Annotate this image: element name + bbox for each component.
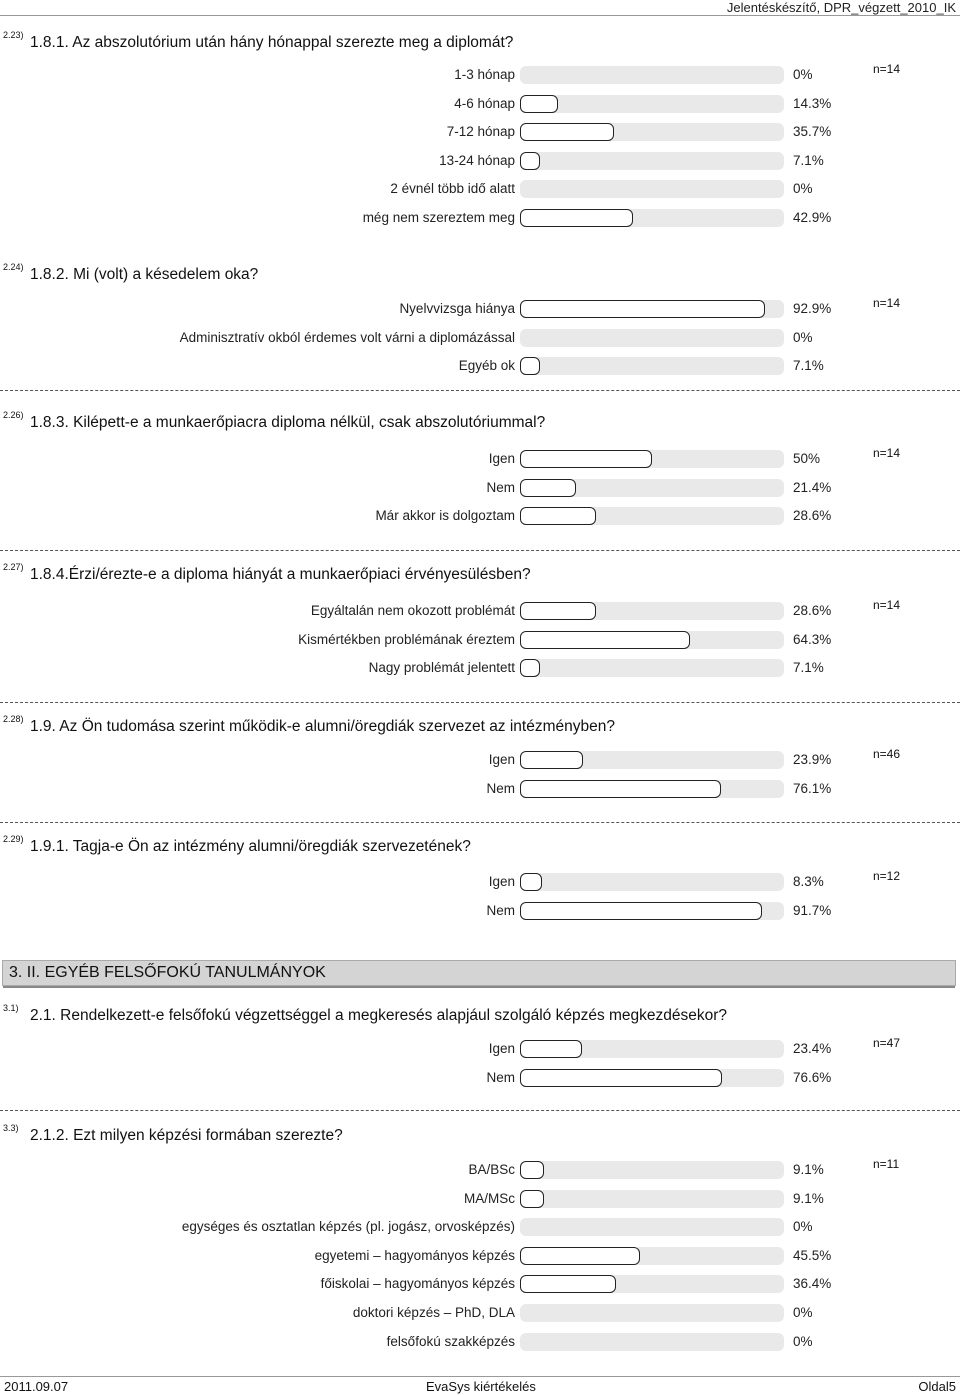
answer-row — [0, 600, 960, 624]
answer-row — [0, 778, 960, 802]
bar-fill — [520, 1247, 640, 1265]
answer-row — [0, 1331, 960, 1355]
bar-fill — [520, 631, 690, 649]
bar-track — [520, 357, 784, 375]
bar-track — [520, 66, 784, 84]
sample-size: n=14 — [873, 598, 901, 612]
bar-track — [520, 95, 784, 113]
answer-row — [0, 121, 960, 145]
question-title: 1.9. Az Ön tudomása szerint működik-e alumni/öregdiák szervezet az intézményben? — [30, 718, 615, 735]
answer-percent: 28.6% — [793, 508, 832, 524]
answer-label: Igen — [488, 752, 515, 767]
answer-row — [0, 1067, 960, 1091]
bar-fill — [520, 152, 540, 170]
bar-fill — [520, 209, 633, 227]
section-heading — [2, 960, 956, 986]
question-title: 2.1.2. Ezt milyen képzési formában szerezte? — [30, 1127, 343, 1144]
bar-fill — [520, 95, 558, 113]
answer-percent: 91.7% — [793, 902, 832, 918]
footer-divider — [0, 1376, 960, 1377]
answer-percent: 0% — [793, 1305, 813, 1320]
answer-row — [0, 1302, 960, 1326]
answer-label: 7-12 hónap — [446, 124, 515, 140]
answer-row — [0, 93, 960, 117]
bar-fill — [520, 479, 576, 497]
bar-track — [520, 631, 784, 649]
answer-label: Már akkor is dolgoztam — [375, 508, 515, 524]
answer-percent: 42.9% — [793, 210, 832, 225]
bar-fill — [520, 1161, 544, 1179]
answer-label: Egyáltalán nem okozott problémát — [310, 603, 515, 618]
answer-label: felsőfokú szakképzés — [386, 1333, 515, 1349]
question-number: 2.27) — [3, 562, 24, 572]
bar-fill — [520, 902, 762, 920]
answer-row — [0, 505, 960, 529]
answer-percent: 23.4% — [793, 1041, 832, 1056]
answer-label: BA/BSc — [468, 1162, 515, 1177]
answer-row — [0, 178, 960, 202]
answer-percent: 7.1% — [793, 660, 824, 676]
bar-fill — [520, 873, 542, 891]
dashed-divider — [0, 550, 960, 551]
bar-track — [520, 209, 784, 227]
answer-row — [0, 327, 960, 351]
answer-label: Adminisztratív okból érdemes volt várni a diplomázással — [179, 329, 515, 345]
answer-label: 13-24 hónap — [439, 152, 515, 168]
question-title: 2.1. Rendelkezett-e felsőfokú végzettséggel a megkeresés alapjául szolgáló képzés megkezdésekor? — [30, 1007, 728, 1024]
sample-size: n=46 — [873, 747, 901, 761]
bar-track — [520, 602, 784, 620]
question-title: 1.9.1. Tagja-e Ön az intézmény alumni/öregdiák szervezetének? — [30, 838, 471, 855]
answer-percent: 0% — [793, 329, 813, 345]
bar-fill — [520, 1190, 544, 1208]
answer-percent: 36.4% — [793, 1276, 832, 1292]
footer-center-text: EvaSys kiértékelés — [426, 1379, 536, 1394]
answer-label: Igen — [488, 451, 515, 466]
answer-row — [0, 1273, 960, 1297]
answer-row — [0, 448, 960, 472]
question-number: 2.29) — [3, 834, 24, 844]
answer-percent: 9.1% — [793, 1190, 824, 1206]
bar-track — [520, 902, 784, 920]
sample-size: n=14 — [873, 296, 901, 310]
answer-percent: 0% — [793, 181, 813, 197]
answer-percent: 64.3% — [793, 631, 832, 647]
answer-percent: 14.3% — [793, 95, 832, 111]
bar-track — [520, 300, 784, 318]
answer-label: egységes és osztatlan képzés (pl. jogász, orvosképzés) — [181, 1219, 515, 1235]
sample-size: n=14 — [873, 446, 901, 460]
answer-label: Kismértékben problémának éreztem — [298, 631, 515, 647]
answer-label: egyetemi – hagyományos képzés — [314, 1247, 515, 1263]
bar-track — [520, 873, 784, 891]
answer-row — [0, 150, 960, 174]
answer-label: 2 évnél több idő alatt — [390, 181, 515, 197]
answer-label: Nem — [486, 902, 515, 918]
bar-fill — [520, 659, 540, 677]
answer-label: még nem szereztem meg — [362, 210, 515, 225]
bar-fill — [520, 751, 583, 769]
answer-percent: 0% — [793, 67, 813, 82]
dashed-divider — [0, 702, 960, 703]
answer-row — [0, 1038, 960, 1062]
bar-track — [520, 1218, 784, 1236]
bar-fill — [520, 1069, 722, 1087]
answer-label: Nem — [486, 1069, 515, 1085]
answer-percent: 7.1% — [793, 358, 824, 374]
answer-row — [0, 1216, 960, 1240]
question-number: 2.26) — [3, 410, 24, 420]
bar-fill — [520, 357, 540, 375]
bar-track — [520, 1247, 784, 1265]
answer-percent: 21.4% — [793, 479, 832, 495]
bar-fill — [520, 1275, 616, 1293]
dashed-divider — [0, 390, 960, 391]
bar-track — [520, 659, 784, 677]
question-title: 1.8.3. Kilépett-e a munkaerőpiacra diploma nélkül, csak abszolutóriummal? — [30, 414, 546, 431]
header-divider — [0, 15, 960, 16]
bar-track — [520, 507, 784, 525]
answer-percent: 76.1% — [793, 780, 832, 796]
answer-label: Nyelvvizsga hiánya — [399, 301, 515, 316]
bar-fill — [520, 123, 614, 141]
answer-label: 4-6 hónap — [454, 95, 515, 111]
answer-percent: 7.1% — [793, 152, 824, 168]
bar-fill — [520, 602, 596, 620]
bar-track — [520, 1304, 784, 1322]
question-number: 3.1) — [3, 1003, 19, 1013]
question-number: 2.23) — [3, 30, 24, 40]
answer-label: Nagy problémát jelentett — [368, 660, 515, 676]
bar-track — [520, 479, 784, 497]
bar-track — [520, 1333, 784, 1351]
bar-track — [520, 1069, 784, 1087]
bar-track — [520, 1275, 784, 1293]
answer-percent: 9.1% — [793, 1162, 824, 1177]
question-title: 1.8.4.Érzi/érezte-e a diploma hiányát a munkaerőpiaci érvényesülésben? — [30, 566, 531, 583]
sample-size: n=12 — [873, 869, 901, 883]
sample-size: n=11 — [873, 1157, 900, 1171]
answer-row — [0, 871, 960, 895]
answer-row — [0, 900, 960, 924]
answer-percent: 8.3% — [793, 874, 824, 889]
answer-label: főiskolai – hagyományos képzés — [320, 1276, 515, 1292]
answer-percent: 50% — [793, 451, 821, 466]
question-number: 2.24) — [3, 262, 24, 272]
dashed-divider — [0, 822, 960, 823]
answer-label: Egyéb ok — [458, 358, 515, 374]
answer-row — [0, 1245, 960, 1269]
question-number: 3.3) — [3, 1123, 19, 1133]
bar-track — [520, 329, 784, 347]
question-number: 2.28) — [3, 714, 24, 724]
answer-label: Igen — [488, 874, 515, 889]
answer-percent: 28.6% — [793, 603, 832, 618]
answer-percent: 23.9% — [793, 752, 832, 767]
answer-label: Nem — [486, 780, 515, 796]
answer-label: doktori képzés – PhD, DLA — [352, 1305, 515, 1320]
bar-track — [520, 751, 784, 769]
answer-row — [0, 64, 960, 88]
report-title: Jelentéskészítő, DPR_végzett_2010_IK — [726, 0, 956, 15]
answer-percent: 35.7% — [793, 124, 832, 140]
bar-track — [520, 1040, 784, 1058]
page-number: Oldal5 — [918, 1379, 956, 1394]
bar-fill — [520, 1040, 582, 1058]
answer-row — [0, 207, 960, 231]
bar-track — [520, 123, 784, 141]
answer-label: Nem — [486, 479, 515, 495]
answer-label: 1-3 hónap — [454, 67, 515, 82]
answer-percent: 0% — [793, 1219, 813, 1235]
sample-size: n=14 — [873, 62, 901, 76]
sample-size: n=47 — [873, 1036, 901, 1050]
bar-fill — [520, 507, 596, 525]
answer-row — [0, 355, 960, 379]
answer-row — [0, 298, 960, 322]
answer-percent: 45.5% — [793, 1247, 832, 1263]
question-title: 1.8.2. Mi (volt) a késedelem oka? — [30, 266, 259, 283]
answer-row — [0, 1159, 960, 1183]
footer-date: 2011.09.07 — [4, 1379, 69, 1394]
answer-label: Igen — [488, 1041, 515, 1056]
bar-track — [520, 780, 784, 798]
bar-track — [520, 1161, 784, 1179]
bar-track — [520, 152, 784, 170]
bar-track — [520, 180, 784, 198]
bar-track — [520, 450, 784, 468]
answer-percent: 76.6% — [793, 1069, 832, 1085]
answer-percent: 0% — [793, 1333, 813, 1349]
section-heading-text: 3. II. EGYÉB FELSŐFOKÚ TANULMÁNYOK — [9, 964, 326, 981]
question-title: 1.8.1. Az abszolutórium után hány hónappal szerezte meg a diplomát? — [30, 34, 514, 51]
bar-fill — [520, 450, 652, 468]
answer-row — [0, 477, 960, 501]
answer-row — [0, 657, 960, 681]
dashed-divider — [0, 1110, 960, 1111]
bar-fill — [520, 780, 721, 798]
answer-percent: 92.9% — [793, 301, 832, 316]
bar-track — [520, 1190, 784, 1208]
answer-row — [0, 749, 960, 773]
answer-label: MA/MSc — [463, 1190, 515, 1206]
answer-row — [0, 1188, 960, 1212]
answer-row — [0, 629, 960, 653]
bar-fill — [520, 300, 765, 318]
